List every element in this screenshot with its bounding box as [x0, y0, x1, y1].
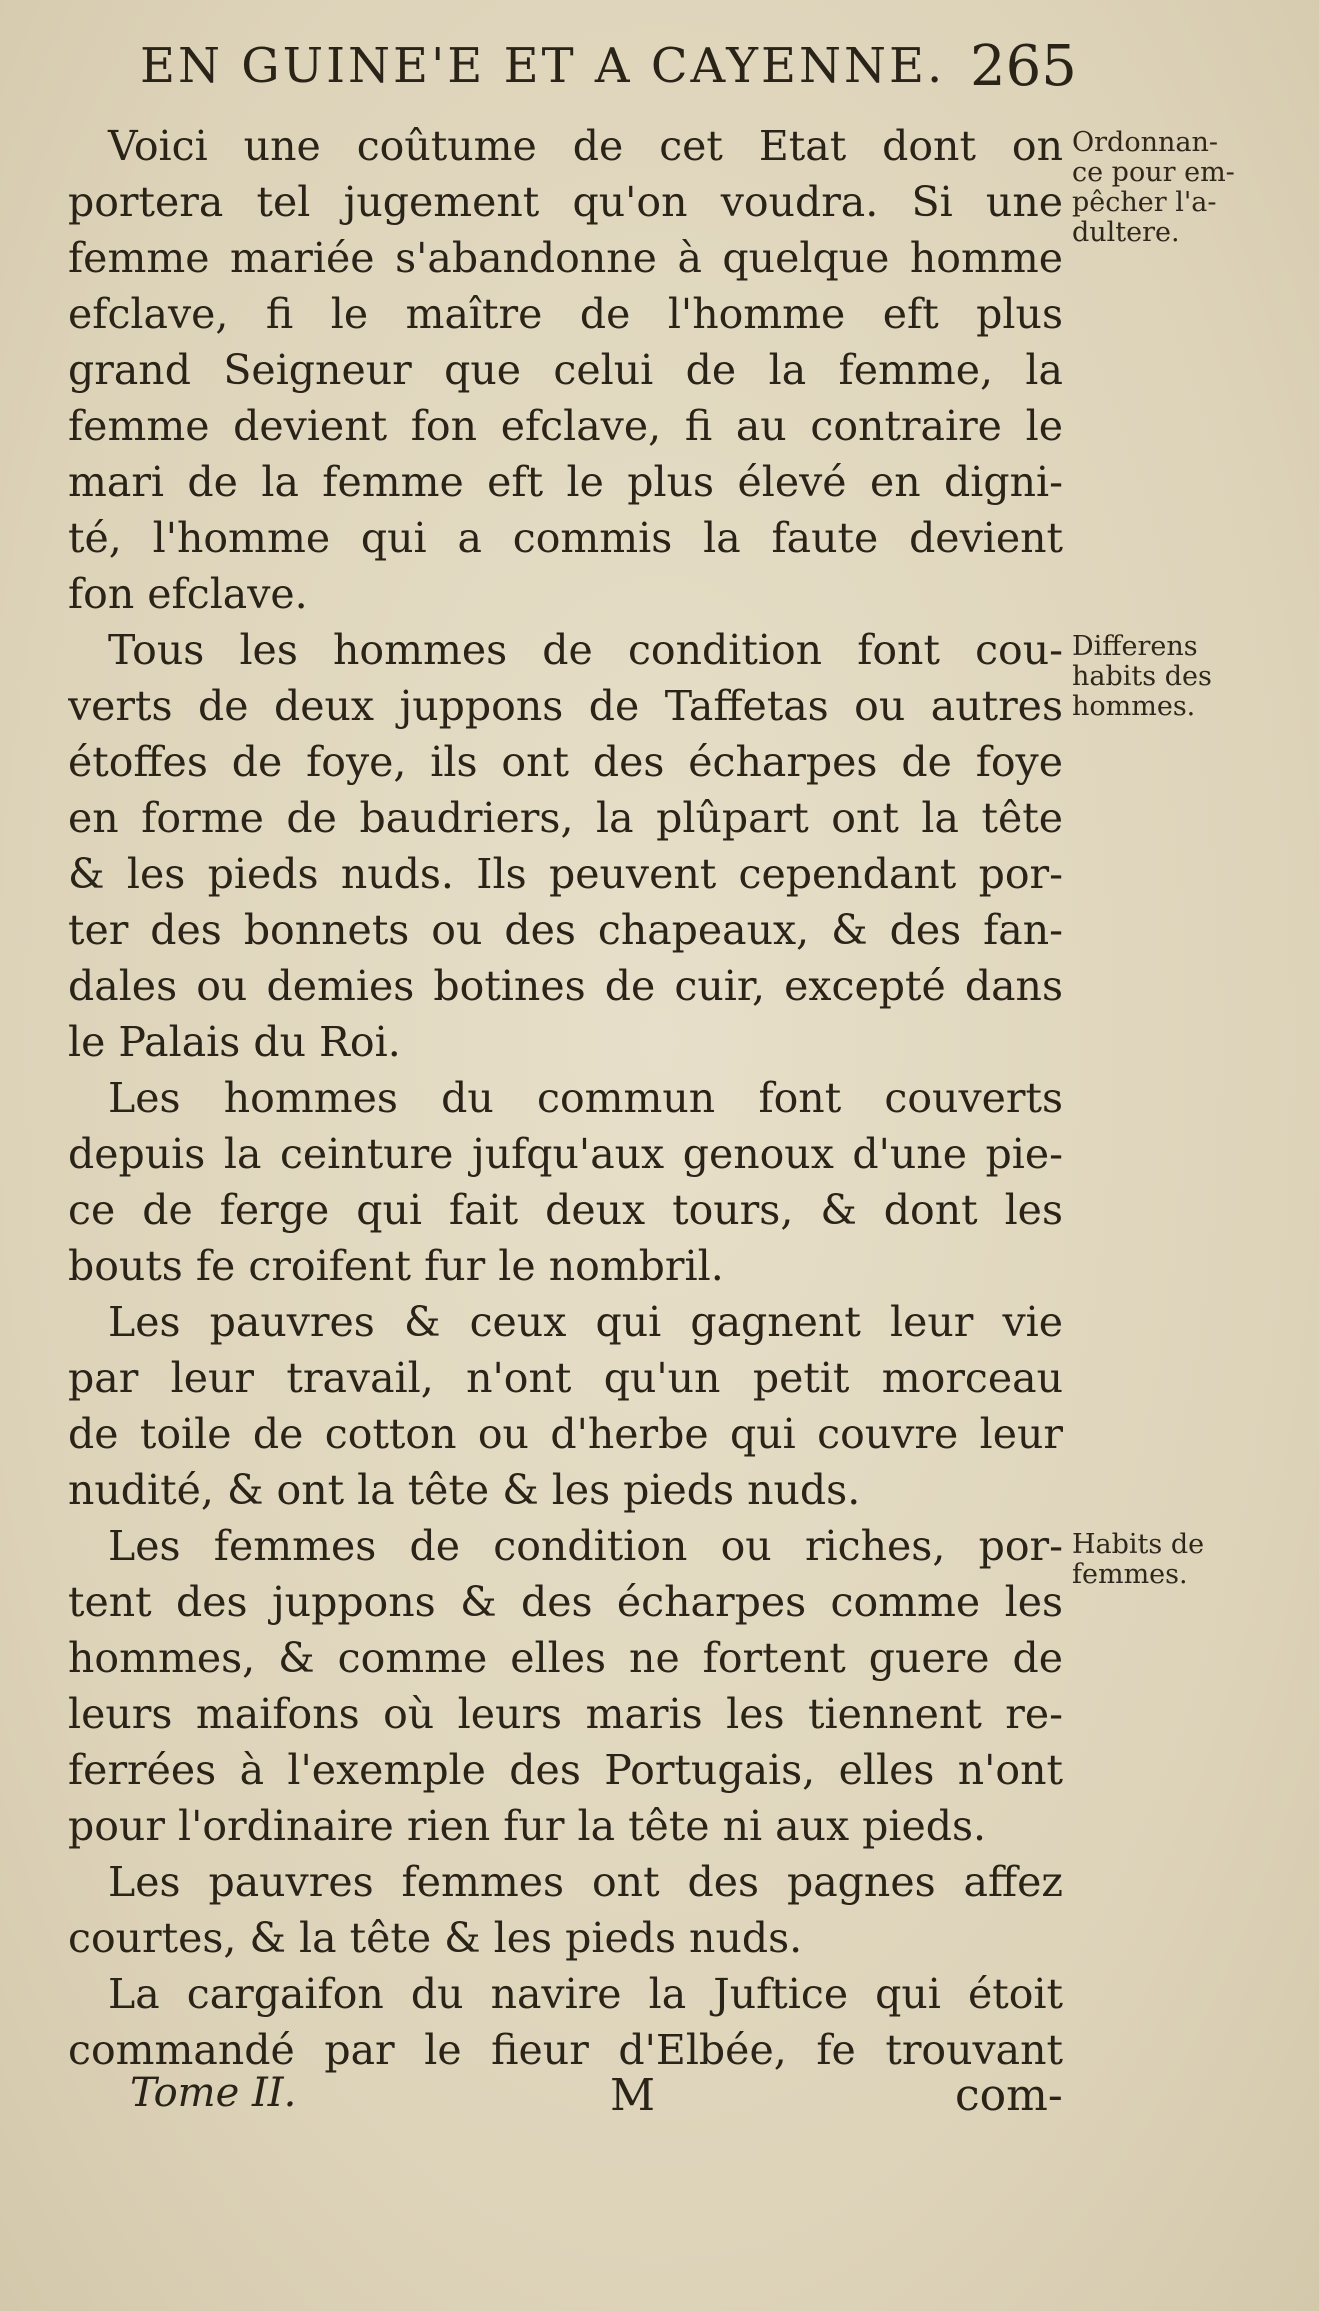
- margin-note-line: dultere.: [1072, 217, 1180, 248]
- margin-note-habits-hommes: [1072, 632, 1312, 722]
- text-line: leurs maifons où leurs maris les tiennent re-: [68, 1690, 1063, 1738]
- margin-note-habits-femmes: [1072, 1530, 1312, 1590]
- text-line: Les femmes de condition ou riches, por-: [108, 1522, 1063, 1570]
- margin-note-line: Habits de: [1072, 1529, 1205, 1560]
- page-number: 265: [970, 34, 1077, 99]
- text-line: en forme de baudriers, la plûpart ont la tête: [68, 794, 1063, 842]
- text-line: par leur travail, n'ont qu'un petit morceau: [68, 1354, 1063, 1402]
- text-line: Les pauvres & ceux qui gagnent leur vie: [108, 1298, 1063, 1346]
- text-line: mari de la femme eft le plus élevé en digni-: [68, 458, 1063, 506]
- text-line: pour l'ordinaire rien fur la tête ni aux pieds.: [68, 1802, 987, 1850]
- text-line: commandé par le fieur d'Elbée, fe trouvant: [68, 2026, 1063, 2074]
- text-line: fon efclave.: [68, 570, 308, 618]
- text-line: le Palais du Roi.: [68, 1018, 401, 1066]
- text-line: & les pieds nuds. Ils peuvent cependant por-: [68, 850, 1063, 898]
- page-footer: [130, 2070, 1100, 2130]
- text-line: ferrées à l'exemple des Portugais, elles n'ont: [68, 1746, 1063, 1794]
- margin-note-line: femmes.: [1072, 1559, 1188, 1590]
- text-line: Les hommes du commun font couverts: [108, 1074, 1063, 1122]
- text-line: courtes, & la tête & les pieds nuds.: [68, 1914, 803, 1962]
- text-line: étoffes de foye, ils ont des écharpes de foye: [68, 738, 1063, 786]
- margin-note-line: habits des: [1072, 661, 1212, 692]
- text-line: hommes, & comme elles ne fortent guere de: [68, 1634, 1063, 1682]
- text-line: nudité, & ont la tête & les pieds nuds.: [68, 1466, 861, 1514]
- text-line: bouts fe croifent fur le nombril.: [68, 1242, 724, 1290]
- text-line: Les pauvres femmes ont des pagnes affez: [108, 1858, 1063, 1906]
- text-line: portera tel jugement qu'on voudra. Si une: [68, 178, 1063, 226]
- margin-note-line: pêcher l'a-: [1072, 187, 1217, 218]
- margin-note-line: Ordonnan-: [1072, 127, 1218, 158]
- text-line: tent des juppons & des écharpes comme les: [68, 1578, 1063, 1626]
- text-line: té, l'homme qui a commis la faute devient: [68, 514, 1063, 562]
- text-line: La cargaifon du navire la Juftice qui étoit: [108, 1970, 1063, 2018]
- text-line: dales ou demies botines de cuir, excepté dans: [68, 962, 1063, 1010]
- text-line: depuis la ceinture jufqu'aux genoux d'une pie-: [68, 1130, 1063, 1178]
- text-line: efclave, fi le maître de l'homme eft plus: [68, 290, 1063, 338]
- tome-label: Tome II.: [130, 2070, 297, 2116]
- margin-note-line: hommes.: [1072, 691, 1196, 722]
- margin-note-line: ce pour em-: [1072, 157, 1235, 188]
- text-line: Voici une coûtume de cet Etat dont on: [108, 122, 1063, 170]
- text-line: de toile de cotton ou d'herbe qui couvre leur: [68, 1410, 1063, 1458]
- margin-note-ordonnance: [1072, 128, 1312, 248]
- text-line: verts de deux juppons de Taffetas ou autres: [68, 682, 1063, 730]
- text-line: grand Seigneur que celui de la femme, la: [68, 346, 1063, 394]
- signature-mark: M: [610, 2070, 656, 2121]
- text-line: femme devient fon efclave, fi au contraire le: [68, 402, 1063, 450]
- margin-note-line: Differens: [1072, 631, 1198, 662]
- page-header: [140, 34, 1100, 108]
- catchword: com-: [955, 2070, 1063, 2121]
- text-line: femme mariée s'abandonne à quelque homme: [68, 234, 1063, 282]
- running-head: EN GUINE'E ET A CAYENNE.: [140, 38, 946, 94]
- text-line: ce de ferge qui fait deux tours, & dont les: [68, 1186, 1063, 1234]
- text-line: ter des bonnets ou des chapeaux, & des fan-: [68, 906, 1063, 954]
- text-line: Tous les hommes de condition font cou-: [108, 626, 1063, 674]
